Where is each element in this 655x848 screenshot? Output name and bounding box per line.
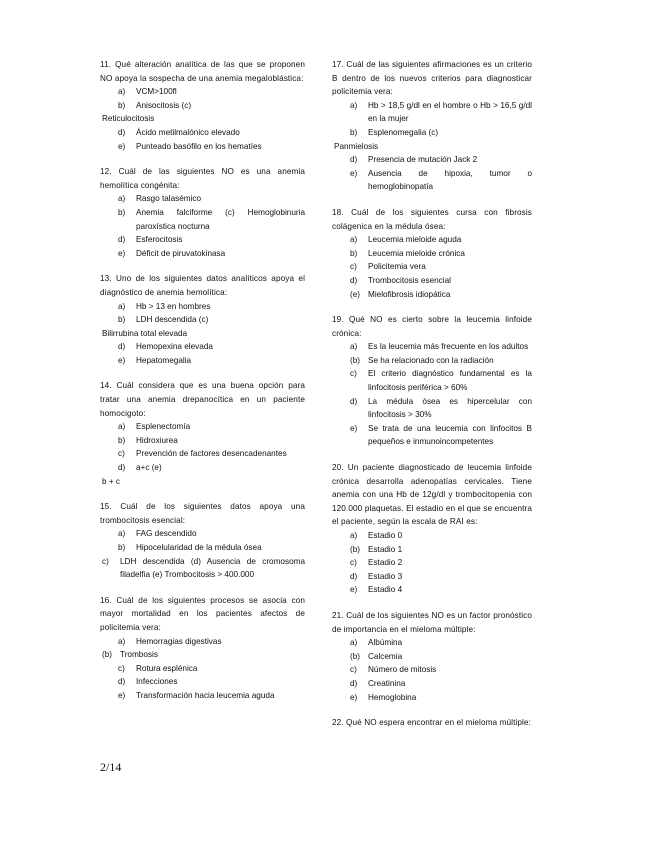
option-text: Calcemia: [368, 651, 403, 661]
question-text: 20. Un paciente diagnosticado de leucemia linfoide crónica desarrolla adenopatías cervicales. Tiene anemia con una Hb de 12g/dl y trombocitopenia con 120.000 plaquetas. El estadio en el que se encuentra el paciente, según la escala de RAI es:: [332, 463, 532, 527]
answer-option: [100, 112, 305, 126]
option-text: Rasgo talasémico: [136, 194, 202, 204]
answer-option: [100, 354, 305, 368]
option-text: Infecciones: [136, 677, 178, 687]
answer-option: [332, 636, 532, 650]
option-marker: (b): [350, 355, 361, 365]
answer-option: [100, 420, 305, 434]
option-marker: a): [118, 422, 126, 432]
option-marker: d): [350, 396, 358, 406]
option-text: La médula ósea es hipercelular con linfocitosis > 30%: [368, 396, 532, 420]
option-marker: d): [118, 677, 126, 687]
option-marker: a): [118, 529, 126, 539]
answer-option: [100, 447, 305, 461]
option-text: Esferocitosis: [136, 235, 183, 245]
option-text: Anisocitosis (c): [136, 100, 192, 110]
option-marker: c): [350, 665, 357, 675]
question-block: [100, 379, 305, 488]
option-marker: d): [350, 275, 358, 285]
question-text: 19. Qué NO es cierto sobre la leucemia linfoide crónica:: [332, 315, 532, 338]
answer-option: [332, 650, 532, 664]
question-text: 15. Cuál de los siguientes datos apoya una trombocitosis esencial:: [100, 502, 305, 525]
answer-option: [100, 313, 305, 327]
option-text: Déficit de piruvatokinasa: [136, 248, 226, 258]
answer-option: [332, 247, 532, 261]
answer-option: [100, 475, 305, 489]
option-marker: d): [350, 678, 358, 688]
option-text: Hb > 18,5 g/dl en el hombre o Hb > 16,5 g/dl en la mujer: [368, 100, 532, 124]
option-text: Hemoglobina: [368, 692, 417, 702]
option-marker: b): [118, 100, 126, 110]
option-text: Ácido metilmalónico elevado: [136, 127, 240, 137]
option-text: Trombosis: [120, 650, 158, 660]
answer-option: [100, 541, 305, 555]
option-marker: e): [350, 585, 358, 595]
question-block: [332, 461, 532, 597]
answer-option: [332, 543, 532, 557]
question-text: 18. Cuál de los siguientes cursa con fibrosis colágenica en la médula ósea:: [332, 207, 532, 231]
option-text: Hb > 13 en hombres: [136, 301, 211, 311]
option-marker: (e): [350, 289, 361, 299]
question-text: 17. Cuál de las siguientes afirmaciones es un criterio B dentro de los nuevos criterios para diagnosticar policitemia vera:: [332, 60, 532, 97]
option-text: Transformación hacia leucemia aguda: [136, 690, 275, 700]
option-marker: e): [118, 355, 126, 365]
question-block: [100, 58, 305, 153]
answer-option: [332, 583, 532, 597]
option-text: Trombocitosis esencial: [368, 275, 451, 285]
option-text: Presencia de mutación Jack 2: [368, 155, 478, 165]
option-text: Reticulocitosis: [102, 114, 155, 124]
answer-option: [332, 233, 532, 247]
answer-option: [332, 395, 532, 422]
option-marker: b): [118, 315, 126, 325]
option-text: Policitemia vera: [368, 262, 426, 272]
answer-option: [332, 340, 532, 354]
answer-option: [100, 233, 305, 247]
option-marker: e): [118, 248, 126, 258]
answer-option: [332, 288, 532, 302]
answer-option: [100, 434, 305, 448]
option-text: b + c: [102, 476, 120, 486]
option-text: a+c (e): [136, 463, 162, 473]
answer-option: [100, 675, 305, 689]
answer-option: [332, 367, 532, 394]
option-text: Esplenomegalia (c): [368, 127, 439, 137]
option-text: Mielofibrosis idiopática: [368, 289, 451, 299]
answer-option: [332, 691, 532, 705]
option-text: Se ha relacionado con la radiación: [368, 355, 494, 365]
option-text: Rotura esplénica: [136, 663, 198, 673]
option-marker: a): [350, 100, 358, 110]
answer-option: [100, 140, 305, 154]
answer-option: [100, 85, 305, 99]
option-marker: e): [350, 168, 358, 178]
option-text: Prevención de factores desencadenantes: [136, 449, 287, 459]
answer-option: [100, 648, 305, 662]
question-text: 14. Cuál considera que es una buena opción para tratar una anemia drepanocítica en un paciente homocigoto:: [100, 381, 305, 418]
option-marker: c): [350, 369, 357, 379]
answer-option: [332, 529, 532, 543]
answer-option: [100, 635, 305, 649]
answer-option: [100, 192, 305, 206]
answer-option: [100, 99, 305, 113]
option-marker: c): [118, 663, 125, 673]
question-text: 16. Cuál de los siguientes procesos se asocia con mayor mortalidad en los pacientes afectos de policitemia vera:: [100, 595, 305, 632]
option-text: Hemorragias digestivas: [136, 636, 222, 646]
option-marker: a): [350, 638, 358, 648]
answer-option: [332, 556, 532, 570]
option-marker: a): [350, 342, 358, 352]
answer-option: [332, 167, 532, 194]
option-text: LDH descendida (c): [136, 315, 209, 325]
answer-option: [332, 422, 532, 449]
option-text: Albúmina: [368, 638, 403, 648]
option-text: Creatinina: [368, 678, 406, 688]
answer-option: [100, 206, 305, 233]
page-number: 2/14: [100, 760, 122, 774]
option-text: Punteado basófilo en los hematíes: [136, 141, 262, 151]
answer-option: [332, 140, 532, 154]
option-text: Leucemia mieloide crónica: [368, 248, 465, 258]
option-marker: b): [118, 543, 126, 552]
answer-option: [100, 126, 305, 140]
option-marker: a): [350, 531, 358, 540]
option-text: Esplenectomía: [136, 422, 191, 432]
option-marker: (b): [350, 651, 361, 661]
option-text: Estadio 0: [368, 531, 403, 540]
right-column: [332, 58, 532, 742]
option-marker: e): [118, 141, 126, 151]
answer-option: [100, 461, 305, 475]
option-text: FAG descendido: [136, 529, 197, 539]
answer-option: [332, 260, 532, 274]
option-marker: b): [350, 248, 358, 258]
question-text: 22. Qué NO espera encontrar en el mieloma múltiple:: [332, 718, 531, 728]
question-text: 13. Uno de los siguientes datos analíticos apoya el diagnóstico de anemia hemolítica:: [100, 274, 305, 297]
option-marker: c): [118, 449, 125, 459]
question-block: [332, 609, 532, 704]
option-marker: c): [350, 262, 357, 272]
option-marker: a): [118, 301, 126, 311]
option-text: LDH descendida (d) Ausencia de cromosoma filadelfia (e) Trombocitosis > 400.000: [120, 556, 305, 580]
answer-option: [332, 126, 532, 140]
question-text: 21. Cuál de los siguientes NO es un factor pronóstico de importancia en el mieloma múltiple:: [332, 610, 532, 634]
option-marker: b): [118, 207, 126, 217]
answer-option: [100, 247, 305, 261]
option-text: Hipocelularidad de la médula ósea: [136, 543, 262, 552]
option-marker: (b): [102, 650, 113, 660]
option-marker: b): [350, 127, 358, 137]
option-marker: d): [118, 342, 126, 352]
option-text: El criterio diagnóstico fundamental es la linfocitosis periférica > 60%: [368, 369, 532, 393]
answer-option: [332, 663, 532, 677]
answer-option: [100, 300, 305, 314]
option-marker: (b): [350, 544, 361, 554]
option-marker: a): [118, 636, 126, 646]
answer-option: [100, 662, 305, 676]
answer-option: [332, 570, 532, 584]
option-text: Estadio 4: [368, 585, 403, 595]
option-marker: a): [350, 235, 358, 245]
option-text: Estadio 3: [368, 571, 403, 581]
option-marker: c): [350, 558, 357, 568]
answer-option: [100, 340, 305, 354]
option-marker: d): [118, 127, 126, 137]
option-marker: d): [350, 155, 358, 165]
option-text: Estadio 2: [368, 558, 403, 568]
answer-option: [100, 327, 305, 341]
option-text: Número de mitosis: [368, 665, 437, 675]
option-text: Hemopexina elevada: [136, 342, 213, 352]
option-text: Anemia falciforme (c) Hemoglobinuria paroxística nocturna: [136, 207, 305, 231]
answer-option: [100, 689, 305, 703]
option-marker: a): [118, 87, 126, 97]
option-marker: d): [118, 235, 126, 245]
option-text: Bilirrubina total elevada: [102, 328, 188, 338]
answer-option: [100, 527, 305, 541]
option-text: Hidroxiurea: [136, 435, 178, 445]
question-block: [332, 58, 532, 194]
question-block: [100, 165, 305, 260]
answer-option: [332, 677, 532, 691]
option-text: Leucemia mieloide aguda: [368, 235, 462, 245]
option-marker: b): [118, 435, 126, 445]
option-text: Se trata de una leucemia con linfocitos B pequeños e inmunoincompetentes: [368, 423, 532, 447]
question-text: 12. Cuál de las siguientes NO es una anemia hemolítica congénita:: [100, 167, 305, 190]
answer-option: [332, 354, 532, 368]
option-text: Hepatomegalia: [136, 355, 192, 365]
question-block: [332, 206, 532, 301]
option-text: Estadio 1: [368, 544, 403, 554]
option-text: Panmielosis: [334, 141, 379, 151]
question-text: 11. Qué alteración analítica de las que se proponen NO apoya la sospecha de una anemia megaloblástica:: [100, 60, 305, 83]
answer-option: [100, 555, 305, 582]
option-marker: a): [118, 194, 126, 204]
option-marker: d): [118, 463, 126, 473]
option-marker: e): [350, 692, 358, 702]
option-marker: d): [350, 571, 358, 581]
option-text: Es la leucemia más frecuente en los adultos: [368, 342, 529, 352]
option-marker: c): [102, 556, 109, 566]
option-text: VCM>100fl: [136, 87, 177, 97]
question-block: [100, 500, 305, 582]
answer-option: [332, 99, 532, 126]
question-block: [100, 594, 305, 703]
answer-option: [332, 274, 532, 288]
answer-option: [332, 153, 532, 167]
option-text: Ausencia de hipoxia, tumor o hemoglobinopatía: [368, 168, 532, 192]
option-marker: e): [118, 690, 126, 700]
left-column: [100, 58, 305, 715]
option-marker: e): [350, 423, 358, 433]
question-block: [332, 716, 532, 730]
question-block: [100, 272, 305, 367]
question-block: [332, 313, 532, 449]
